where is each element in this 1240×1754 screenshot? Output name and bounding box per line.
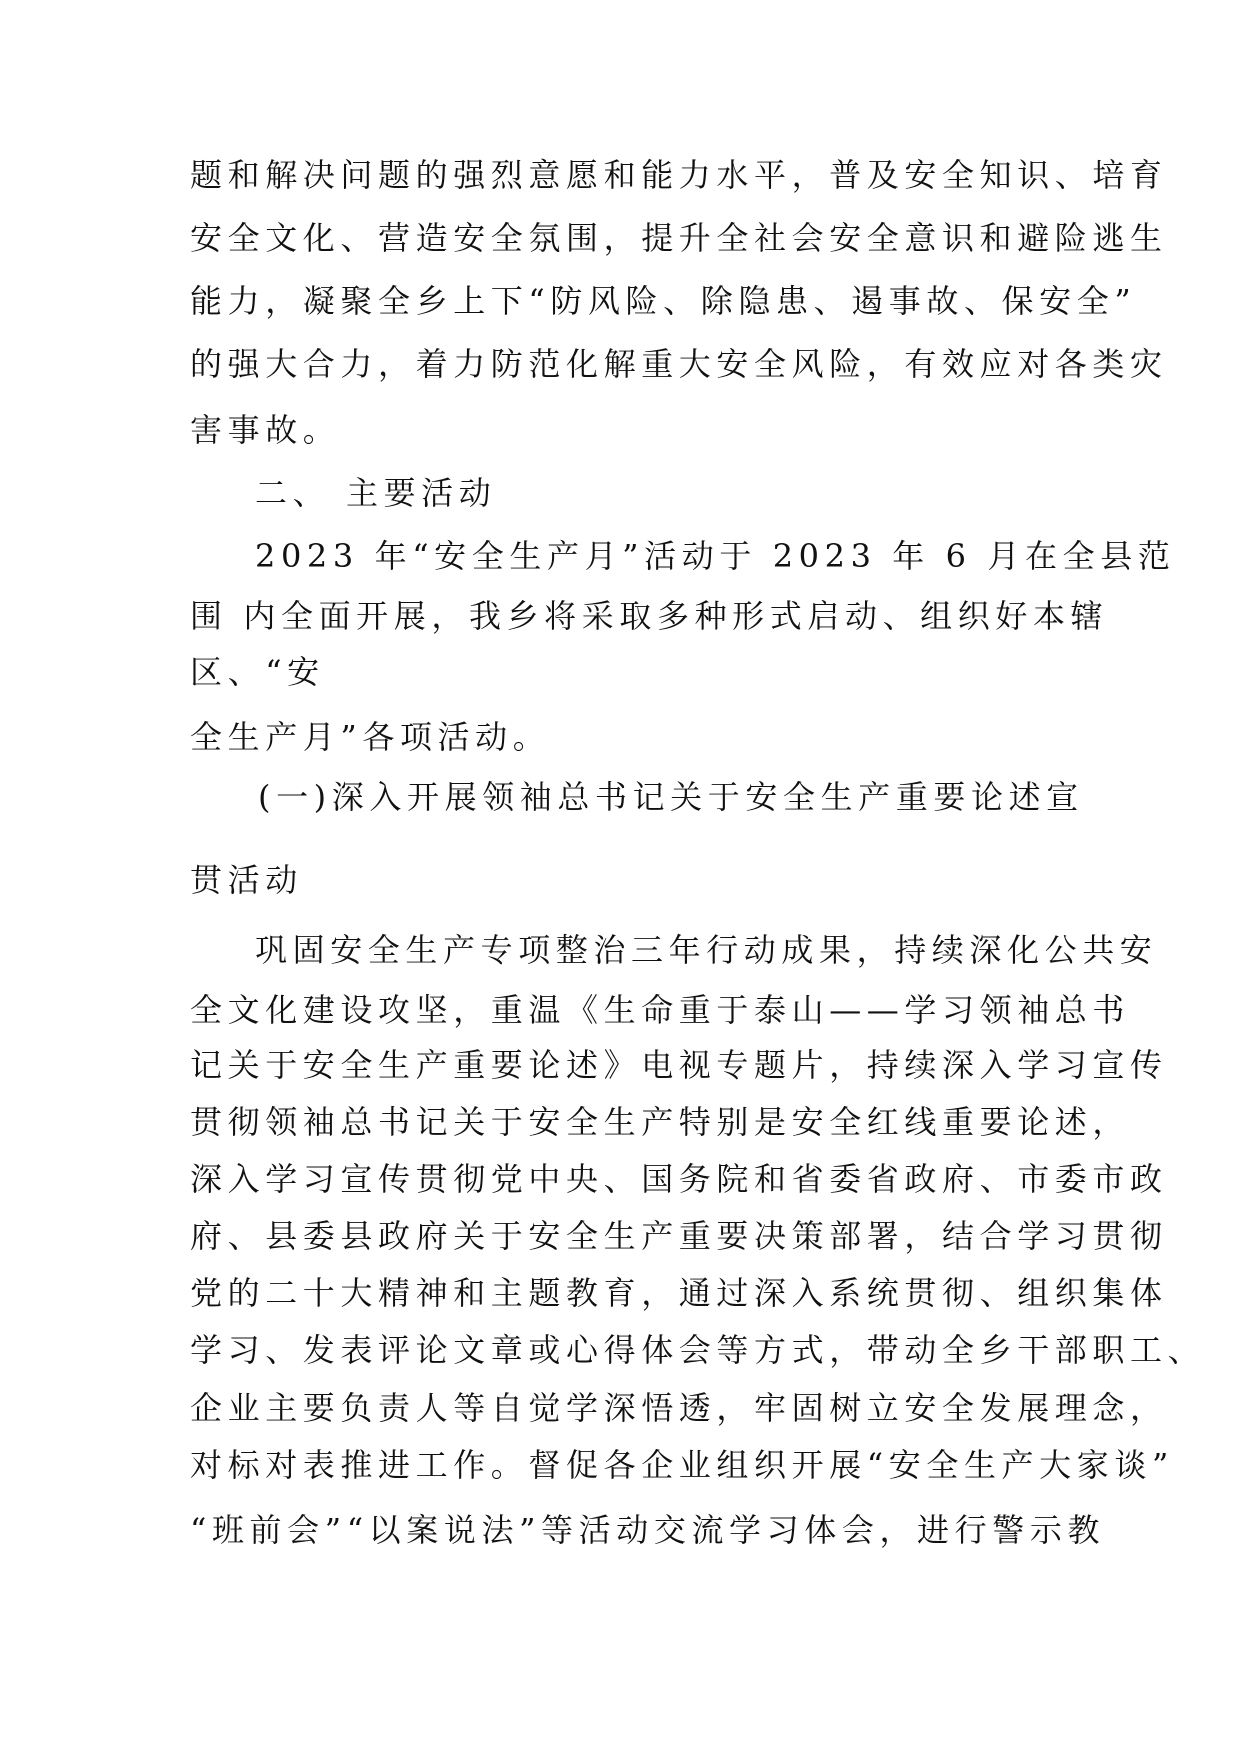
subsection-heading: (一)深入开展领袖总书记关于安全生产重要论述宣 <box>258 778 1084 816</box>
text-line-8: 围 内全面开展，我乡将采取多种形式启动、组织好本辖 <box>190 597 1109 635</box>
text-line-14: 全文化建设攻坚，重温《生命重于泰山——学习领袖总书 <box>190 991 1131 1029</box>
text-line-19: 党的二十大精神和主题教育，通过深入系统贯彻、组织集体 <box>190 1274 1168 1312</box>
section-heading: 二、 主要活动 <box>255 474 497 512</box>
text-line-22: 对标对表推进工作。督促各企业组织开展“安全生产大家谈” <box>190 1446 1174 1484</box>
text-line-16: 贯彻领袖总书记关于安全生产特别是安全红线重要论述， <box>190 1103 1131 1141</box>
text-line-4: 的强大合力，着力防范化解重大安全风险，有效应对各类灾 <box>190 345 1168 383</box>
text-line-1: 题和解决问题的强烈意愿和能力水平，普及安全知识、培育 <box>190 156 1168 194</box>
text-line-15: 记关于安全生产重要论述》电视专题片，持续深入学习宣传 <box>190 1046 1168 1084</box>
text-line-23: “班前会”“以案说法”等活动交流学习体会，进行警示教 <box>190 1511 1106 1549</box>
text-line-9: 区、“安 <box>190 653 325 691</box>
text-line-3: 能力，凝聚全乡上下“防风险、除隐患、遏事故、保安全” <box>190 282 1137 320</box>
text-line-18: 府、县委县政府关于安全生产重要决策部署，结合学习贯彻 <box>190 1217 1168 1255</box>
text-line-7: 2023 年“安全生产月”活动于 2023 年 6 月在全县范 <box>255 537 1176 575</box>
text-line-10: 全生产月”各项活动。 <box>190 718 551 756</box>
text-line-5: 害事故。 <box>190 411 341 449</box>
text-line-21: 企业主要负责人等自觉学深悟透，牢固树立安全发展理念， <box>190 1389 1168 1427</box>
text-line-20: 学习、发表评论文章或心得体会等方式，带动全乡干部职工、 <box>190 1331 1206 1369</box>
subsection-heading-cont: 贯活动 <box>190 861 303 899</box>
text-line-13: 巩固安全生产专项整治三年行动成果，持续深化公共安 <box>255 931 1158 969</box>
text-line-2: 安全文化、营造安全氛围，提升全社会安全意识和避险逃生 <box>190 219 1168 257</box>
text-line-17: 深入学习宣传贯彻党中央、国务院和省委省政府、市委市政 <box>190 1160 1168 1198</box>
